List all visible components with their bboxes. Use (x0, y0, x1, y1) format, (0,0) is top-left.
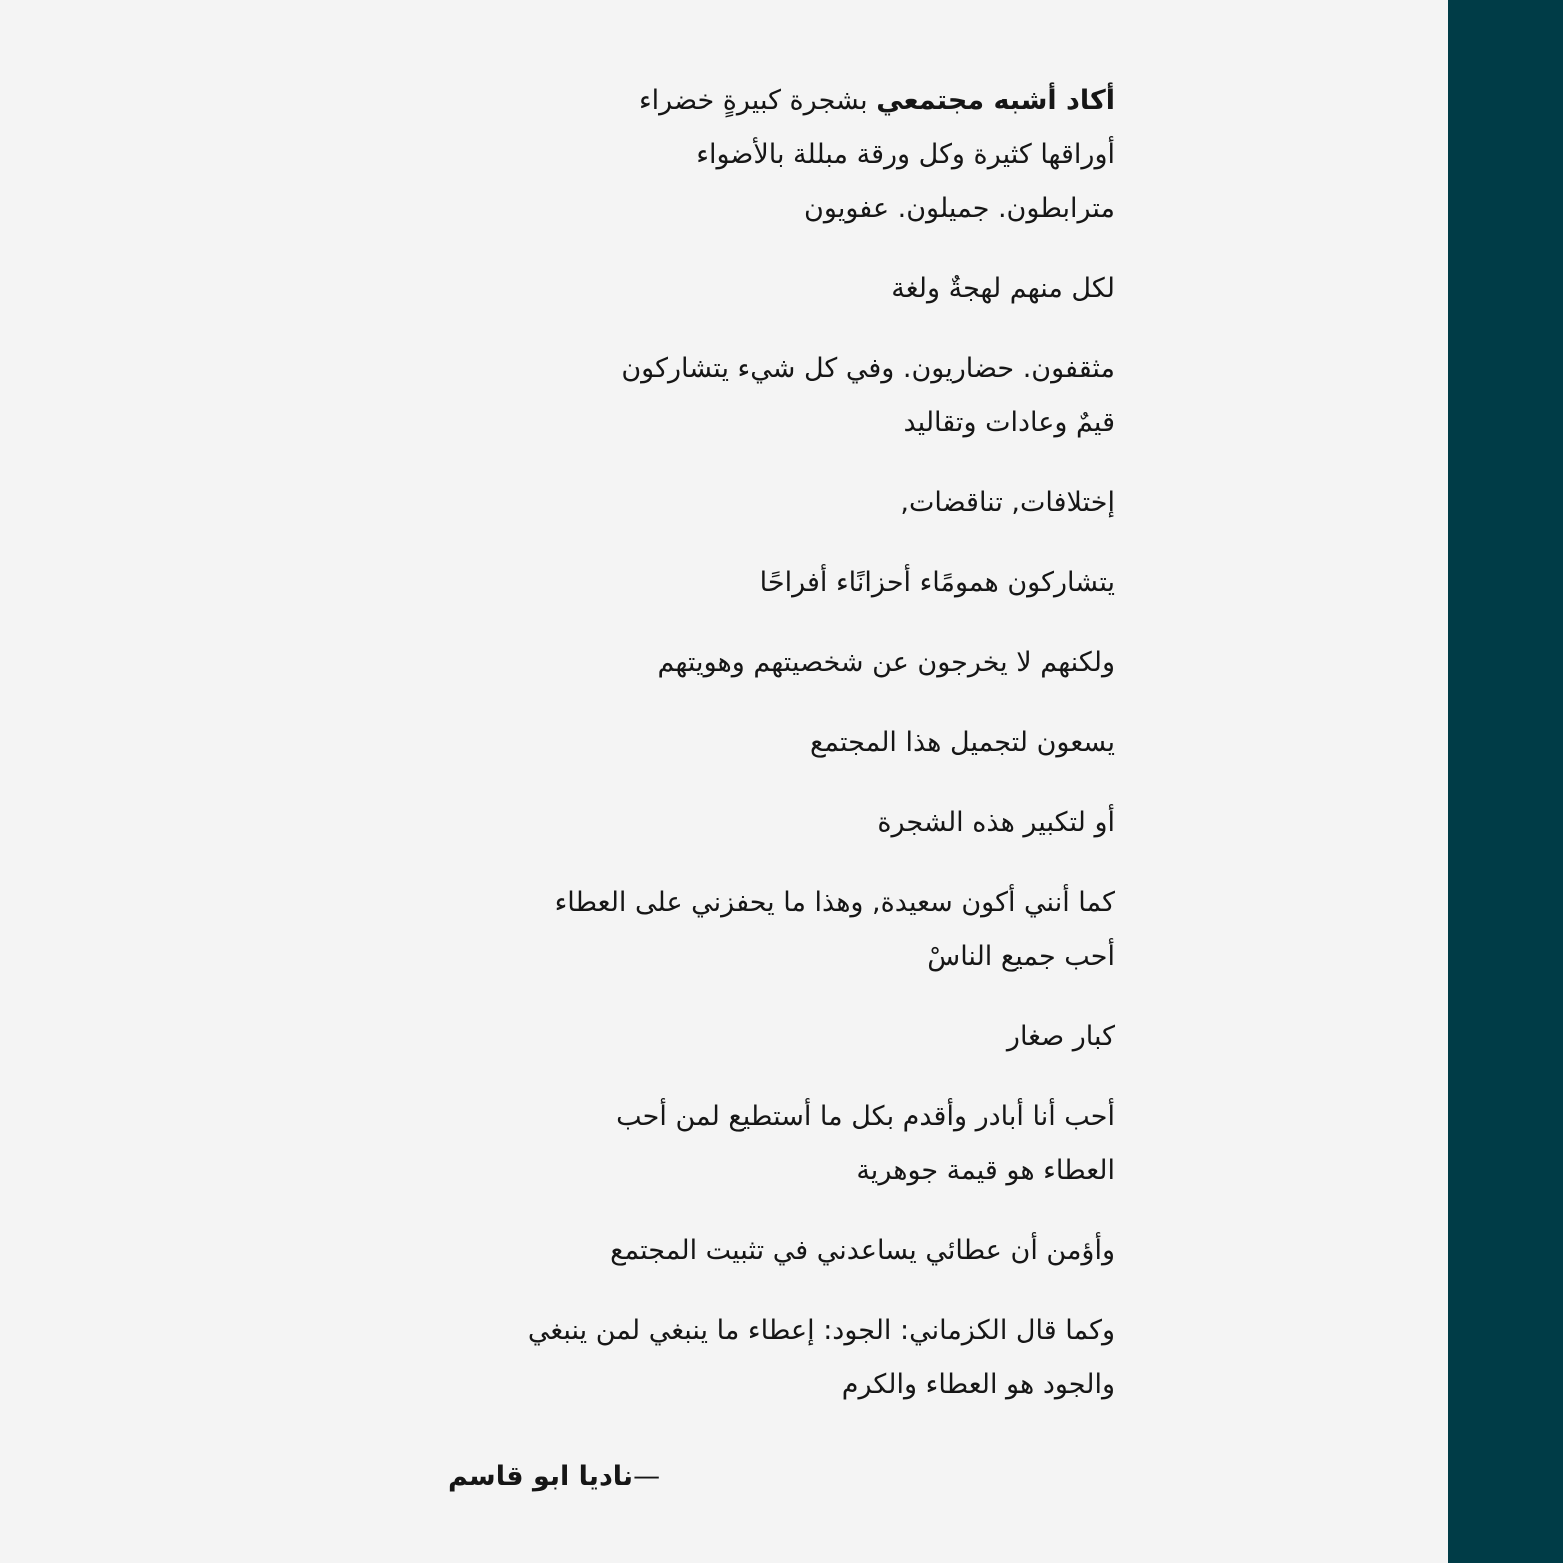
stanza-2 (355, 262, 1115, 316)
poem-body (355, 74, 1115, 1438)
poem-line: كما أنني أكون سعيدة, وهذا ما يحفزني على العطاء (554, 887, 1115, 918)
stanza-10 (355, 1010, 1115, 1064)
stanza-13 (355, 1304, 1115, 1412)
author-attribution (448, 1450, 848, 1504)
author-name: ناديا ابو قاسم (448, 1461, 634, 1492)
stanza-8 (355, 796, 1115, 850)
poem-line: أو لتكبير هذه الشجرة (877, 807, 1115, 838)
side-accent-bar (1448, 0, 1563, 1563)
poem-line: إختلافات, تناقضات, (900, 487, 1115, 518)
poem-line: أحب جميع الناسْ (927, 941, 1115, 972)
stanza-6 (355, 636, 1115, 690)
stanza-7 (355, 716, 1115, 770)
stanza-5 (355, 556, 1115, 610)
poem-line: أحب أنا أبادر وأقدم بكل ما أستطيع لمن أحب (616, 1101, 1115, 1132)
poem-line: العطاء هو قيمة جوهرية (856, 1155, 1115, 1186)
poem-line: ولكنهم لا يخرجون عن شخصيتهم وهويتهم (657, 647, 1115, 678)
stanza-9 (355, 876, 1115, 984)
poem-line-rest: بشجرة كبيرةٍ خضراء (638, 85, 877, 116)
stanza-3 (355, 342, 1115, 450)
stanza-11 (355, 1090, 1115, 1198)
poem-line: لكل منهم لهجةٌ ولغة (891, 273, 1115, 304)
poem-line: والجود هو العطاء والكرم (841, 1369, 1115, 1400)
poem-line: كبار صغار (1006, 1021, 1115, 1052)
poem-line: أوراقها كثيرة وكل ورقة مبللة بالأضواء (696, 139, 1115, 170)
poem-line-bold-phrase: أكاد أشبه مجتمعي (876, 85, 1115, 116)
poem-line: وأؤمن أن عطائي يساعدني في تثبيت المجتمع (610, 1235, 1115, 1266)
stanza-1 (355, 74, 1115, 236)
poem-line (355, 74, 1115, 128)
poem-line: وكما قال الكزماني: الجود: إعطاء ما ينبغي لمن ينبغي (527, 1315, 1115, 1346)
poem-line: قيمٌ وعادات وتقاليد (903, 407, 1115, 438)
poem-line: يتشاركون همومًاء أحزانًاء أفراحًا (759, 567, 1115, 598)
poem-line: مترابطون. جميلون. عفويون (804, 193, 1115, 224)
author-dash: — (633, 1461, 661, 1492)
stanza-4 (355, 476, 1115, 530)
poem-line: يسعون لتجميل هذا المجتمع (810, 727, 1115, 758)
poem-line: مثقفون. حضاريون. وفي كل شيء يتشاركون (621, 353, 1115, 384)
stanza-12 (355, 1224, 1115, 1278)
